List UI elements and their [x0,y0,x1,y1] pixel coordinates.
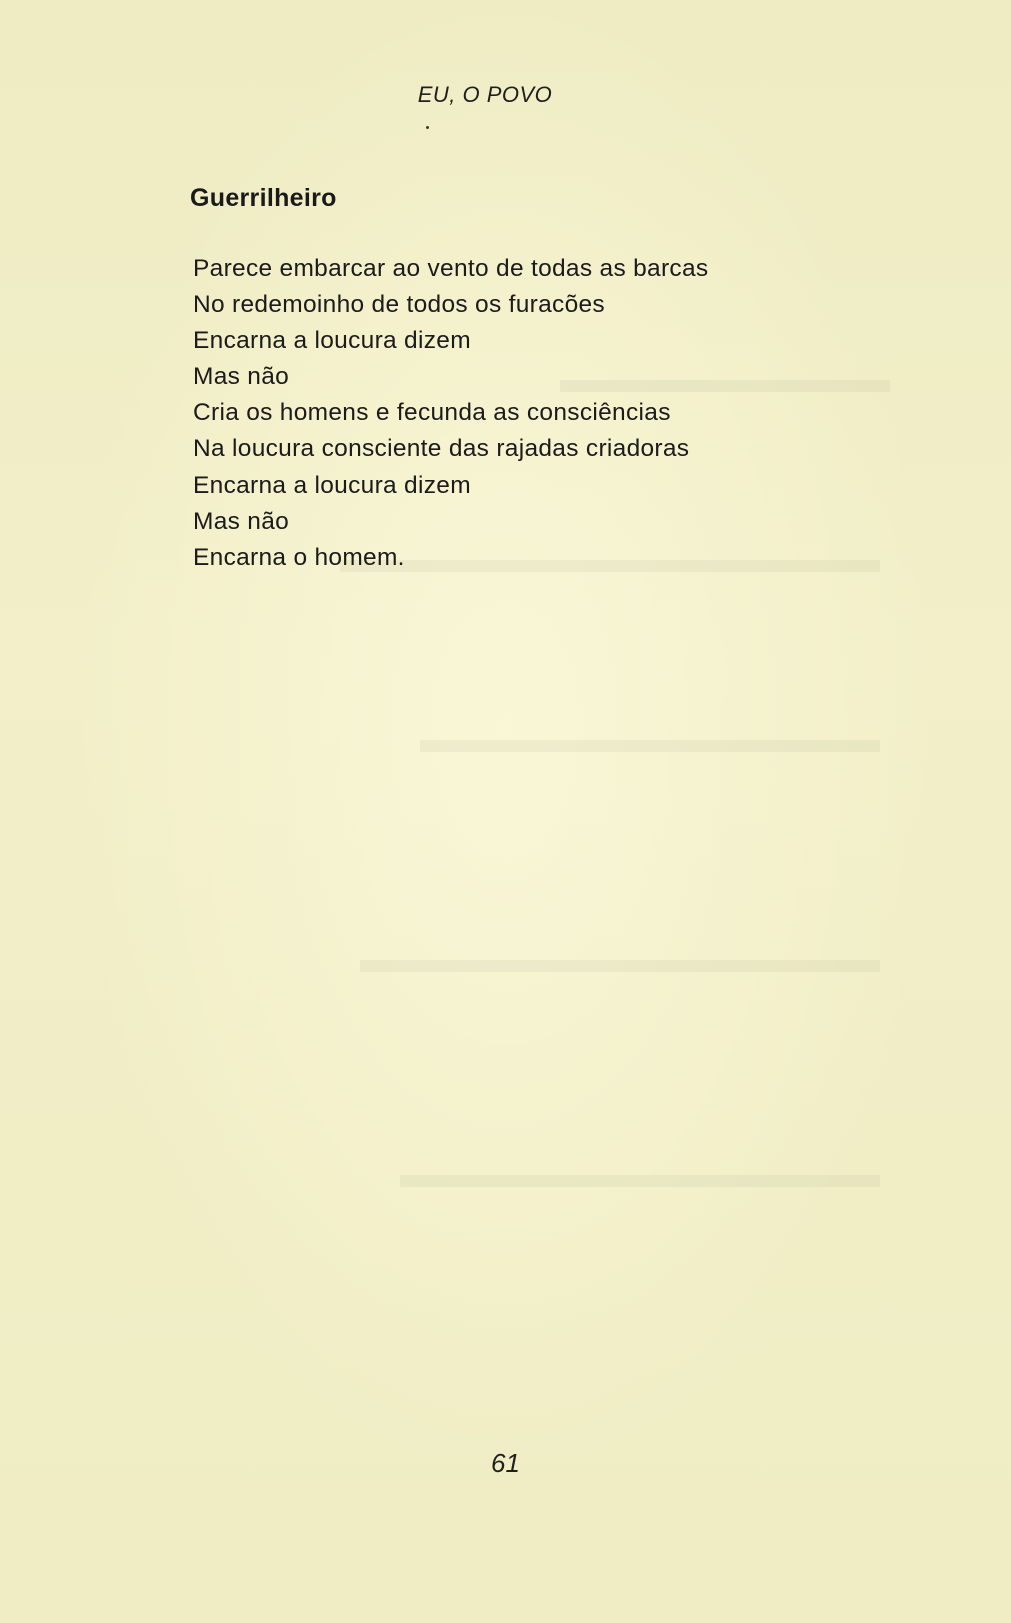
poem-line: No redemoinho de todos os furacões [193,291,605,319]
poem-line: Mas não [193,363,290,391]
poem-line: Parece embarcar ao vento de todas as barcas [193,255,709,282]
poem-line: Na loucura consciente das rajadas criadoras [193,435,690,463]
poem-line: Cria os homens e fecunda as consciências [193,399,671,427]
show-through-shadow [400,1175,880,1187]
show-through-shadow [420,740,880,752]
page-number: 61 [491,1448,520,1478]
show-through-shadow [360,960,880,972]
running-head: EU, O POVO [417,82,553,107]
poem-line: Mas não [193,507,290,535]
poem-body [193,251,708,576]
poem-title: Guerrilheiro [190,184,337,212]
poem-line: Encarna a loucura dizem [193,471,471,499]
poem-line: Encarna o homem. [193,543,405,571]
ink-speck [426,126,429,129]
poem-line: Encarna a loucura dizem [193,327,471,355]
